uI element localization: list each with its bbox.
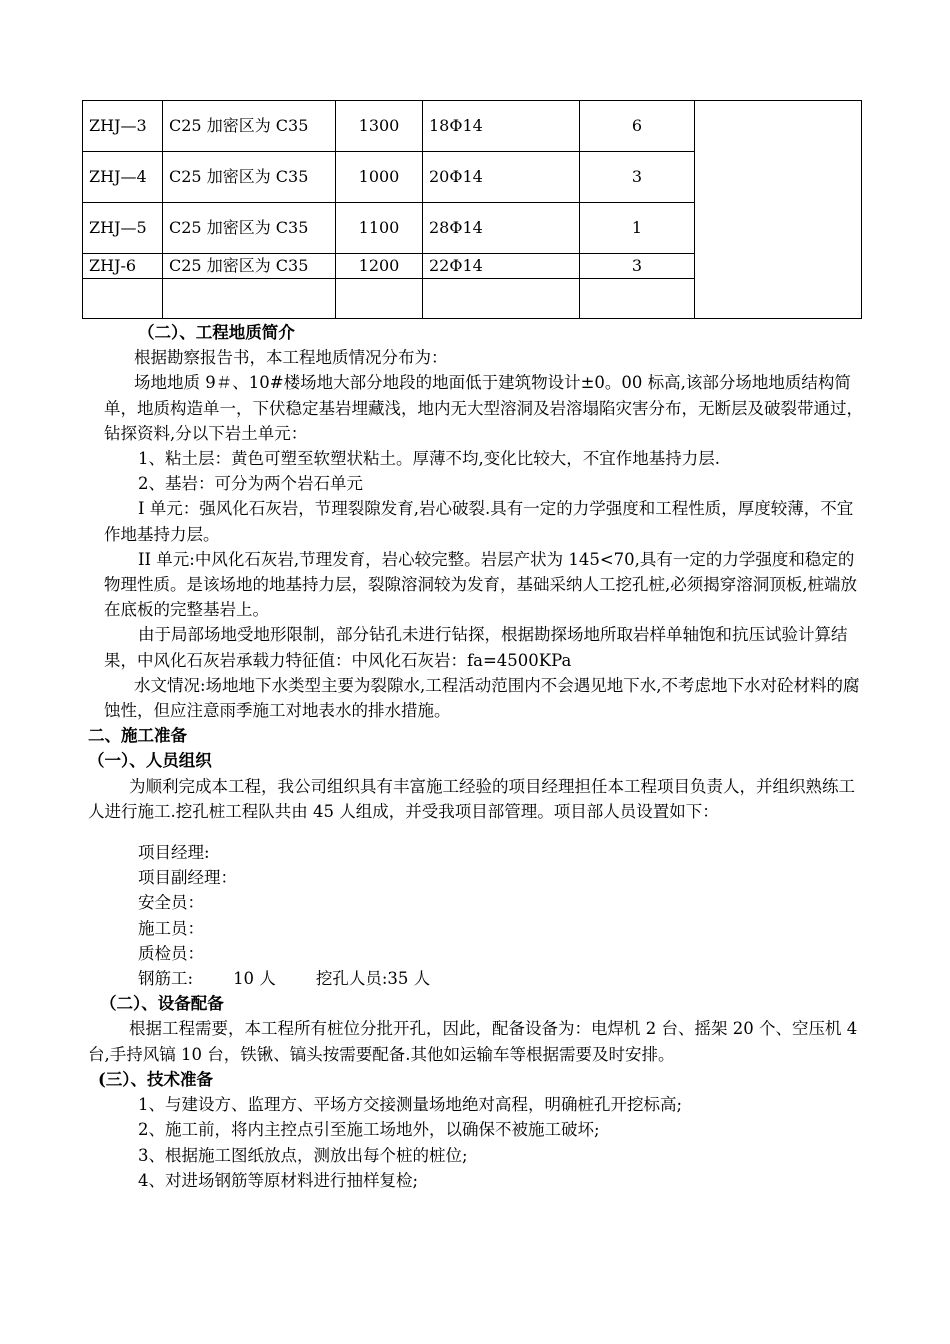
rebar-worker-count: 10 人	[233, 969, 276, 989]
pile-id: ZHJ-6	[83, 254, 163, 279]
tech-item: 2、施工前，将内主控点引至施工场地外，以确保不被施工破坏;	[138, 1120, 600, 1140]
pile-count: 3	[580, 152, 695, 203]
rebar-worker-label: 钢筋工:	[138, 969, 194, 989]
prep-heading: 二、施工准备	[88, 726, 187, 746]
rebar-spec: 28Φ14	[423, 203, 580, 254]
pile-id: ZHJ—3	[83, 101, 163, 152]
bearing-capacity-paragraph: 由于局部场地受地形限制，部分钻孔未进行钻探，根据勘探场地所取岩样单轴饱和抗压试验计算结果，中风化石灰岩承载力特征值：中风化石灰岩：fa=4500KPa	[104, 625, 848, 670]
rock-item: 2、基岩：可分为两个岩石单元	[138, 474, 363, 494]
equipment-paragraph: 根据工程需要，本工程所有桩位分批开孔，因此，配备设备为：电焊机 2 台、摇架 20 个、空压机 4 台,手持风镐 10 台，铁锹、镐头按需要配备.其他如运输车等根据需要及时安排。	[88, 1019, 858, 1064]
pile-id: ZHJ—4	[83, 152, 163, 203]
pile-count: 6	[580, 101, 695, 152]
concrete-grade: C25 加密区为 C35	[163, 254, 336, 279]
concrete-grade: C25 加密区为 C35	[163, 203, 336, 254]
hydrology-paragraph: 水文情况:场地地下水类型主要为裂隙水,工程活动范围内不会遇见地下水,不考虑地下水对砼材料的腐蚀性，但应注意雨季施工对地表水的排水措施。	[104, 675, 860, 721]
equipment-heading: （二）、设备配备	[100, 994, 224, 1014]
concrete-grade: C25 加密区为 C35	[163, 152, 336, 203]
pile-count: 1	[580, 203, 695, 254]
rebar-spec: 18Φ14	[423, 101, 580, 152]
role-inspector: 质检员：	[138, 943, 204, 963]
staff-heading: （一）、人员组织	[88, 751, 212, 771]
pile-diameter: 1300	[336, 101, 423, 152]
worker-counts	[104, 966, 864, 991]
pile-diameter: 1100	[336, 203, 423, 254]
geology-paragraph: 场地地质 9＃、10#楼场地大部分地段的地面低于建筑物设计±0。00 标高,该部分场地地质结构简单，地质构造单一，下伏稳定基岩埋藏浅，地内无大型溶洞及岩溶塌陷灾害分布，无断层及破裂带通过，钻探资料,分以下岩土单元：	[104, 373, 863, 443]
role-safety-officer: 安全员：	[138, 893, 204, 913]
tech-item: 3、根据施工图纸放点，测放出每个桩的桩位;	[138, 1145, 468, 1165]
rebar-spec: 22Φ14	[423, 254, 580, 279]
pile-id: ZHJ—5	[83, 203, 163, 254]
rock-unit-2: II 单元:中风化石灰岩,节理发育，岩心较完整。岩层产状为 145<70,具有一定的力学强度和稳定的物理性质。是该场地的地基持力层，裂隙溶洞较为发育，基础采纳人工挖孔桩,必须揭穿溶洞顶板,桩端放在底板的完整基岩上。	[104, 549, 857, 620]
table-row	[83, 101, 862, 152]
pile-count: 3	[580, 254, 695, 279]
soil-item: 1、粘土层：黄色可塑至软塑状粘土。厚薄不均,变化比较大，不宜作地基持力层.	[138, 449, 720, 469]
geology-heading: （二）、工程地质简介	[138, 323, 295, 342]
role-manager: 项目经理:	[138, 843, 210, 863]
tech-item: 1、与建设方、监理方、平场方交接测量场地绝对高程，明确桩孔开挖标高;	[138, 1095, 683, 1115]
rebar-spec: 20Φ14	[423, 152, 580, 203]
role-deputy-manager: 项目副经理：	[138, 868, 237, 888]
document-body	[88, 320, 864, 1193]
pile-diameter: 1200	[336, 254, 423, 279]
geology-intro: 根据勘察报告书，本工程地质情况分布为：	[134, 348, 448, 368]
concrete-grade: C25 加密区为 C35	[163, 101, 336, 152]
pile-table	[82, 100, 862, 319]
tech-item: 4、对进场钢筋等原材料进行抽样复检;	[138, 1170, 419, 1190]
rock-unit-1: I 单元：强风化石灰岩，节理裂隙发育,岩心破裂.具有一定的力学强度和工程性质，厚度较薄，不宜作地基持力层。	[104, 499, 854, 544]
role-constructor: 施工员：	[138, 918, 204, 938]
digging-worker-count: 挖孔人员:35 人	[315, 969, 431, 989]
pile-diameter: 1000	[336, 152, 423, 203]
tech-heading: (三）、技术准备	[98, 1069, 214, 1089]
table-empty-cell	[695, 101, 862, 319]
staff-paragraph: 为顺利完成本工程，我公司组织具有丰富施工经验的项目经理担任本工程项目负责人，并组织熟练工人进行施工.挖孔桩工程队共由 45 人组成，并受我项目部管理。项目部人员设置如下：	[88, 776, 855, 821]
